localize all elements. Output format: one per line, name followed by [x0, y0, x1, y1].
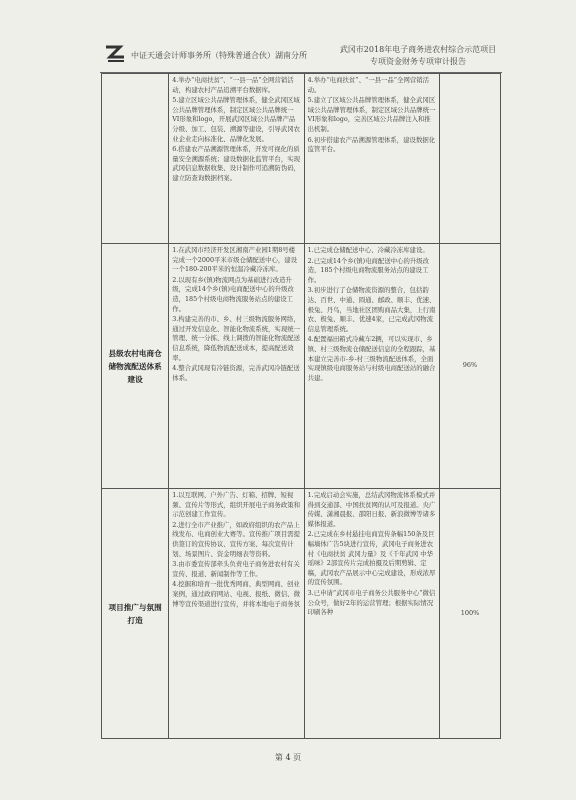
plan-paragraph: 1.在武冈市经济开发区湘南产业园1期8号楼完成一个2000平米市级仓储配送中心，建设一个180-200平米的恒温冷藏冷冻库。: [172, 246, 298, 274]
plan-cell: [169, 244, 304, 489]
plan-cell: [169, 74, 304, 244]
plan-cell: [169, 489, 304, 739]
plan-paragraph: 5.建立区域公共品牌管理体系，健全武冈区域公共品牌管理体系，制定区域公共品牌统一VI形象和logo，开展武冈区域公共品牌产品分级、加工、包装、溯源等建设，引导武冈农业企业走向标准化、品牌化发展。: [172, 96, 300, 143]
plan-paragraph: 4.整合武冈现有冷链资源，完善武冈冷链配送体系。: [172, 364, 300, 382]
result-paragraph: 4.配置福田箱式冷藏车2辆，可以实现市、乡镇、村三级物流仓储配送信息的全程跟踪，基本建立完善市-乡-村三级物流配送体系，全面实现镇级电商服务站与村级电商配送站的融合共建。: [307, 335, 436, 382]
page-number: 第 4 页: [274, 753, 302, 762]
plan-paragraph: 4.挖掘和培育一批优秀网商、典型网商、创业案例，通过政府网站、电视、报纸、微信、微博等宣传渠道进行宣传，并将本地电子商务氛: [172, 580, 300, 608]
table-row: [102, 489, 501, 739]
completion-rate-cell: [440, 74, 501, 244]
plan-paragraph: 6.搭建农产品溯源管理体系，开发可视化的质量安全溯源系统；建设数据化监管平台，实现武冈信息数据收集、设计制作可追溯防伪码，建立防查询数据档案。: [172, 145, 300, 182]
firm-name: 中证天通会计师事务所（特殊普通合伙）湖南分所: [131, 51, 307, 60]
audit-table-body: [102, 74, 501, 739]
plan-paragraph: 3.由市委宣传部牵头负责电子商务进农村有关宣传、报道、新闻制作等工作。: [172, 560, 300, 578]
plan-paragraph: 2.以现有乡(镇)物流网点为基础进行改造升级，完成14个乡(镇)电商配送中心的升级改造，185个村级电商物流服务站点的建设工作。: [172, 275, 294, 313]
completion-rate-cell: 96%: [440, 244, 501, 489]
table-row: [102, 74, 501, 244]
result-paragraph: 1.已完成仓储配送中心、冷藏冷冻库建设。: [307, 246, 429, 254]
result-cell: [304, 74, 439, 244]
item-name-cell: [102, 74, 169, 244]
result-paragraph: 2.已完成在乡村悬挂电商宣传条幅150条及巨幅墙体广告5块进行宣传，武冈电子商务进农村《电商扶贫 武冈力量》及《千年武冈 中华瑶味》2部宣传片完成拍摄及后期剪辑、定稿，武冈农产品展示中心完成建设，形成浓厚的宣传氛围。: [307, 530, 436, 587]
plan-paragraph: 4.举办“电商扶贫”、“一县一品”全网营销活动，构建农村产品追溯平台数据库。: [172, 76, 294, 94]
result-paragraph: 4.举办“电商扶贫”、“一县一品”全网营销活动。: [307, 76, 430, 94]
result-paragraph: 1.完成启动会实施，总结武冈物流体系模式并得到交通部、中国扶贫网的认可及报道。央广传媒、潇湘晨报、邵阳日报、新浪微博等诸多媒体报道。: [307, 491, 436, 528]
item-name-cell: 项目推广与氛围打造: [102, 489, 169, 739]
completion-rate-cell: 100%: [440, 489, 501, 739]
result-paragraph: 3.初步进行了仓储物流资源的整合，包括韵达、百世、中通、圆通、邮政、顺丰、优速、极兔、丹鸟，当地社区团购商品大集，上行南农、极兔、顺丰、优速4家，已完成武冈物流信息管理系统。: [307, 286, 436, 333]
result-paragraph: 2.已完成14个乡(镇)电商配送中心的升级改造，185个村级电商物流服务站点的建设工作。: [307, 256, 430, 284]
plan-paragraph: 3.构建完善的市、乡、村三级物流服务网络，通过开发信息化、智能化物流系统，实现统一管理、统一分拣、线上调拨的智能化物流配送信息系统，降低物流配送成本，提高配送效率。: [172, 315, 300, 362]
plan-paragraph: 2.进行全市产业推广，如政府组织的农产品上线发布、电商创业大赛等。宣传推广项目需提供签订的宣传协议、宣传方案、每次宣传计划、场景图片、资金明细表等资料。: [172, 520, 300, 558]
result-paragraph: 6.初步搭建农产品溯源管理体系，建设数据化监管平台。: [307, 135, 436, 154]
result-cell: [304, 244, 439, 489]
result-paragraph: 3.已申请“武冈市电子商务公共服务中心”微信公众号，做好2年的运营管理；根据实际情况印刷各种: [307, 588, 436, 617]
table-row: [102, 244, 501, 489]
firm-logo-icon: [104, 44, 126, 64]
plan-paragraph: 1.以互联网、户外广告、灯箱、招牌、短视频、宣传片等形式，组织开展电子商务政策和示范创建工作宣传。: [172, 491, 300, 519]
audit-table: [101, 73, 501, 739]
result-cell: [304, 489, 439, 739]
result-paragraph: 5.建立了区域公共品牌管理体系，健全武冈区域公共品牌管理体系，制定区域公共品牌统一VI形象和logo，完善区域公共品牌注入和推出机制。: [307, 96, 436, 133]
report-title: 武冈市2018年电子商务进农村综合示范项目专项资金财务专项审计报告: [339, 45, 497, 66]
item-name-cell: 县级农村电商仓储物流配送体系建设: [102, 244, 169, 489]
